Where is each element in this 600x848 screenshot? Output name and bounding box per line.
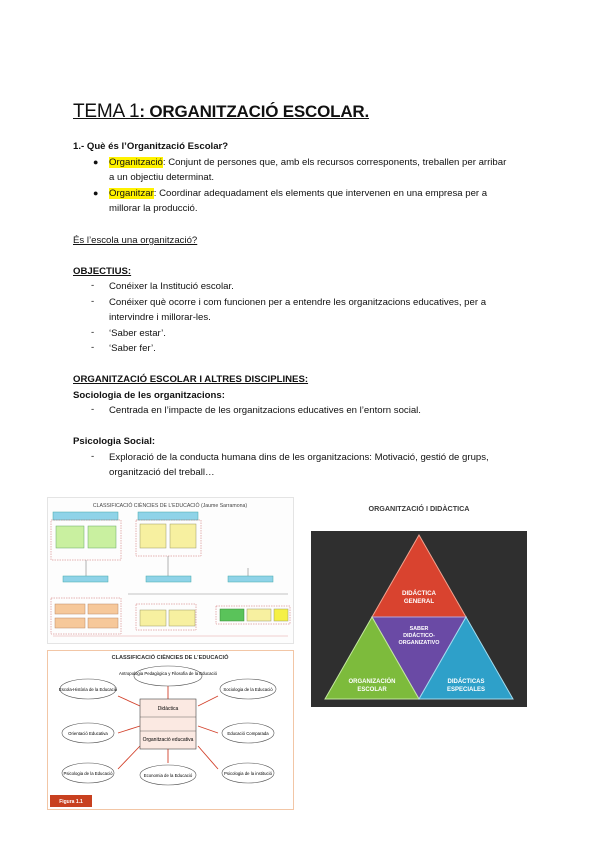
education-sciences-diagram bbox=[48, 651, 293, 809]
box-node bbox=[220, 609, 244, 621]
label-right-2: ESPECIALES bbox=[446, 687, 486, 693]
highlighted-term: Organitzar bbox=[109, 188, 154, 199]
dash-marker: - bbox=[91, 451, 95, 462]
list-item: ‘Saber fer’. bbox=[109, 343, 156, 354]
dash-marker: - bbox=[91, 342, 95, 353]
box-header bbox=[53, 512, 118, 520]
box-header bbox=[138, 512, 198, 520]
list-item-cont: organització del treball… bbox=[109, 467, 215, 478]
figure-organitzacio-didactica bbox=[309, 497, 529, 709]
section-question-heading: 1.- Què és l’Organització Escolar? bbox=[73, 141, 229, 152]
question-text: És l’escola una organització? bbox=[73, 235, 198, 246]
classification-diagram bbox=[48, 498, 293, 643]
box-node bbox=[88, 604, 118, 614]
label-center-1: SABER bbox=[409, 626, 429, 632]
label-top-2: GENERAL bbox=[403, 598, 435, 605]
box-node bbox=[88, 618, 118, 628]
figure-label: Figura 1.1 bbox=[59, 799, 83, 805]
box-node bbox=[140, 524, 166, 548]
box-node bbox=[247, 609, 271, 621]
box-node bbox=[170, 524, 196, 548]
node-label: Psicologia de la institució bbox=[223, 771, 273, 776]
box-node bbox=[56, 526, 84, 548]
dash-marker: - bbox=[91, 404, 95, 415]
disciplines-heading: ORGANITZACIÓ ESCOLAR I ALTRES DISCIPLINES: bbox=[73, 374, 309, 385]
box-node bbox=[274, 609, 288, 621]
node-label: Escola-Història de la Educació bbox=[58, 687, 118, 692]
list-item: Conéixer la Institució escolar. bbox=[109, 281, 234, 292]
sociologia-title: Sociologia de les organitzacions: bbox=[73, 390, 225, 401]
node-ellipse bbox=[134, 666, 202, 686]
box-node bbox=[169, 610, 195, 626]
center-label-bottom: Organització educativa bbox=[142, 737, 194, 743]
list-item: Centrada en l’impacte de les organitzacions educatives en l’entorn social. bbox=[109, 405, 421, 416]
list-item-cont: intervindre i millorar-les. bbox=[109, 312, 211, 323]
label-right-1: DIDÁCTICAS bbox=[447, 679, 485, 685]
page-title: TEMA 1: ORGANITZACIÓ ESCOLAR. bbox=[73, 101, 370, 122]
figure-classification-sarramona bbox=[47, 497, 294, 644]
dash-marker: - bbox=[91, 327, 95, 338]
node-label: Orientació Educativa bbox=[68, 731, 108, 736]
label-left-2: ESCOLAR bbox=[357, 687, 387, 693]
node-label: Sociologia de la Educació bbox=[223, 687, 273, 692]
figure-title: ORGANITZACIÓ I DIDÀCTICA bbox=[368, 504, 470, 513]
dash-marker: - bbox=[91, 280, 95, 291]
label-top-1: DIDÁCTICA bbox=[401, 590, 437, 597]
figure-title: CLASSIFICACIÓ CIÈNCIES DE L’EDUCACIÓ bbox=[111, 655, 229, 661]
bullet-icon: ● bbox=[93, 188, 99, 198]
label-center-3: ORGANIZATIVO bbox=[398, 640, 440, 646]
definition-organitzar: Organitzar: Coordinar adequadament els elements que intervenen en una empresa per a bbox=[109, 188, 488, 199]
figure-title: CLASSIFICACIÓ CIÈNCIES DE L’EDUCACIÓ (Jaume Sarramona) bbox=[92, 503, 248, 509]
node-label: Psicologia de la Educació bbox=[63, 771, 113, 776]
dash-marker: - bbox=[91, 296, 95, 307]
definition-organitzacio: Organització: Conjunt de persones que, amb els recursos corresponents, treballen per arribar bbox=[109, 157, 507, 168]
box-node bbox=[140, 610, 166, 626]
node-label: Economia de la Educació bbox=[143, 773, 193, 778]
objectius-heading: OBJECTIUS: bbox=[73, 266, 132, 277]
node-label: Antropologia Pedagògica y Filosofia de la Educació bbox=[119, 671, 217, 676]
box-node bbox=[55, 618, 85, 628]
label-left-1: ORGANIZACIÓN bbox=[348, 679, 396, 685]
center-label-top: Didàctica bbox=[157, 706, 179, 712]
figure-education-sciences bbox=[47, 650, 294, 810]
list-item: ‘Saber estar’. bbox=[109, 328, 166, 339]
label-center-2: DIDÁCTICO- bbox=[403, 633, 435, 639]
pyramid-diagram bbox=[309, 497, 529, 709]
bullet-icon: ● bbox=[93, 157, 99, 167]
box-level bbox=[146, 576, 191, 582]
highlighted-term: Organització bbox=[109, 157, 163, 168]
definition-organitzacio-cont: a un objectiu determinat. bbox=[109, 172, 215, 183]
node-label: Educació Comparada bbox=[227, 731, 269, 736]
definition-organitzar-cont: millorar la producció. bbox=[109, 203, 198, 214]
psicologia-title: Psicologia Social: bbox=[73, 436, 156, 447]
box-level bbox=[63, 576, 108, 582]
list-item: Exploració de la conducta humana dins de les organitzacions: Motivació, gestió de grups, bbox=[109, 452, 489, 463]
box-node bbox=[88, 526, 116, 548]
group-frame bbox=[51, 598, 121, 634]
list-item: Conéixer què ocorre i com funcionen per a entendre les organitzacions educatives, per a bbox=[109, 297, 487, 308]
box-node bbox=[55, 604, 85, 614]
box-level bbox=[228, 576, 273, 582]
